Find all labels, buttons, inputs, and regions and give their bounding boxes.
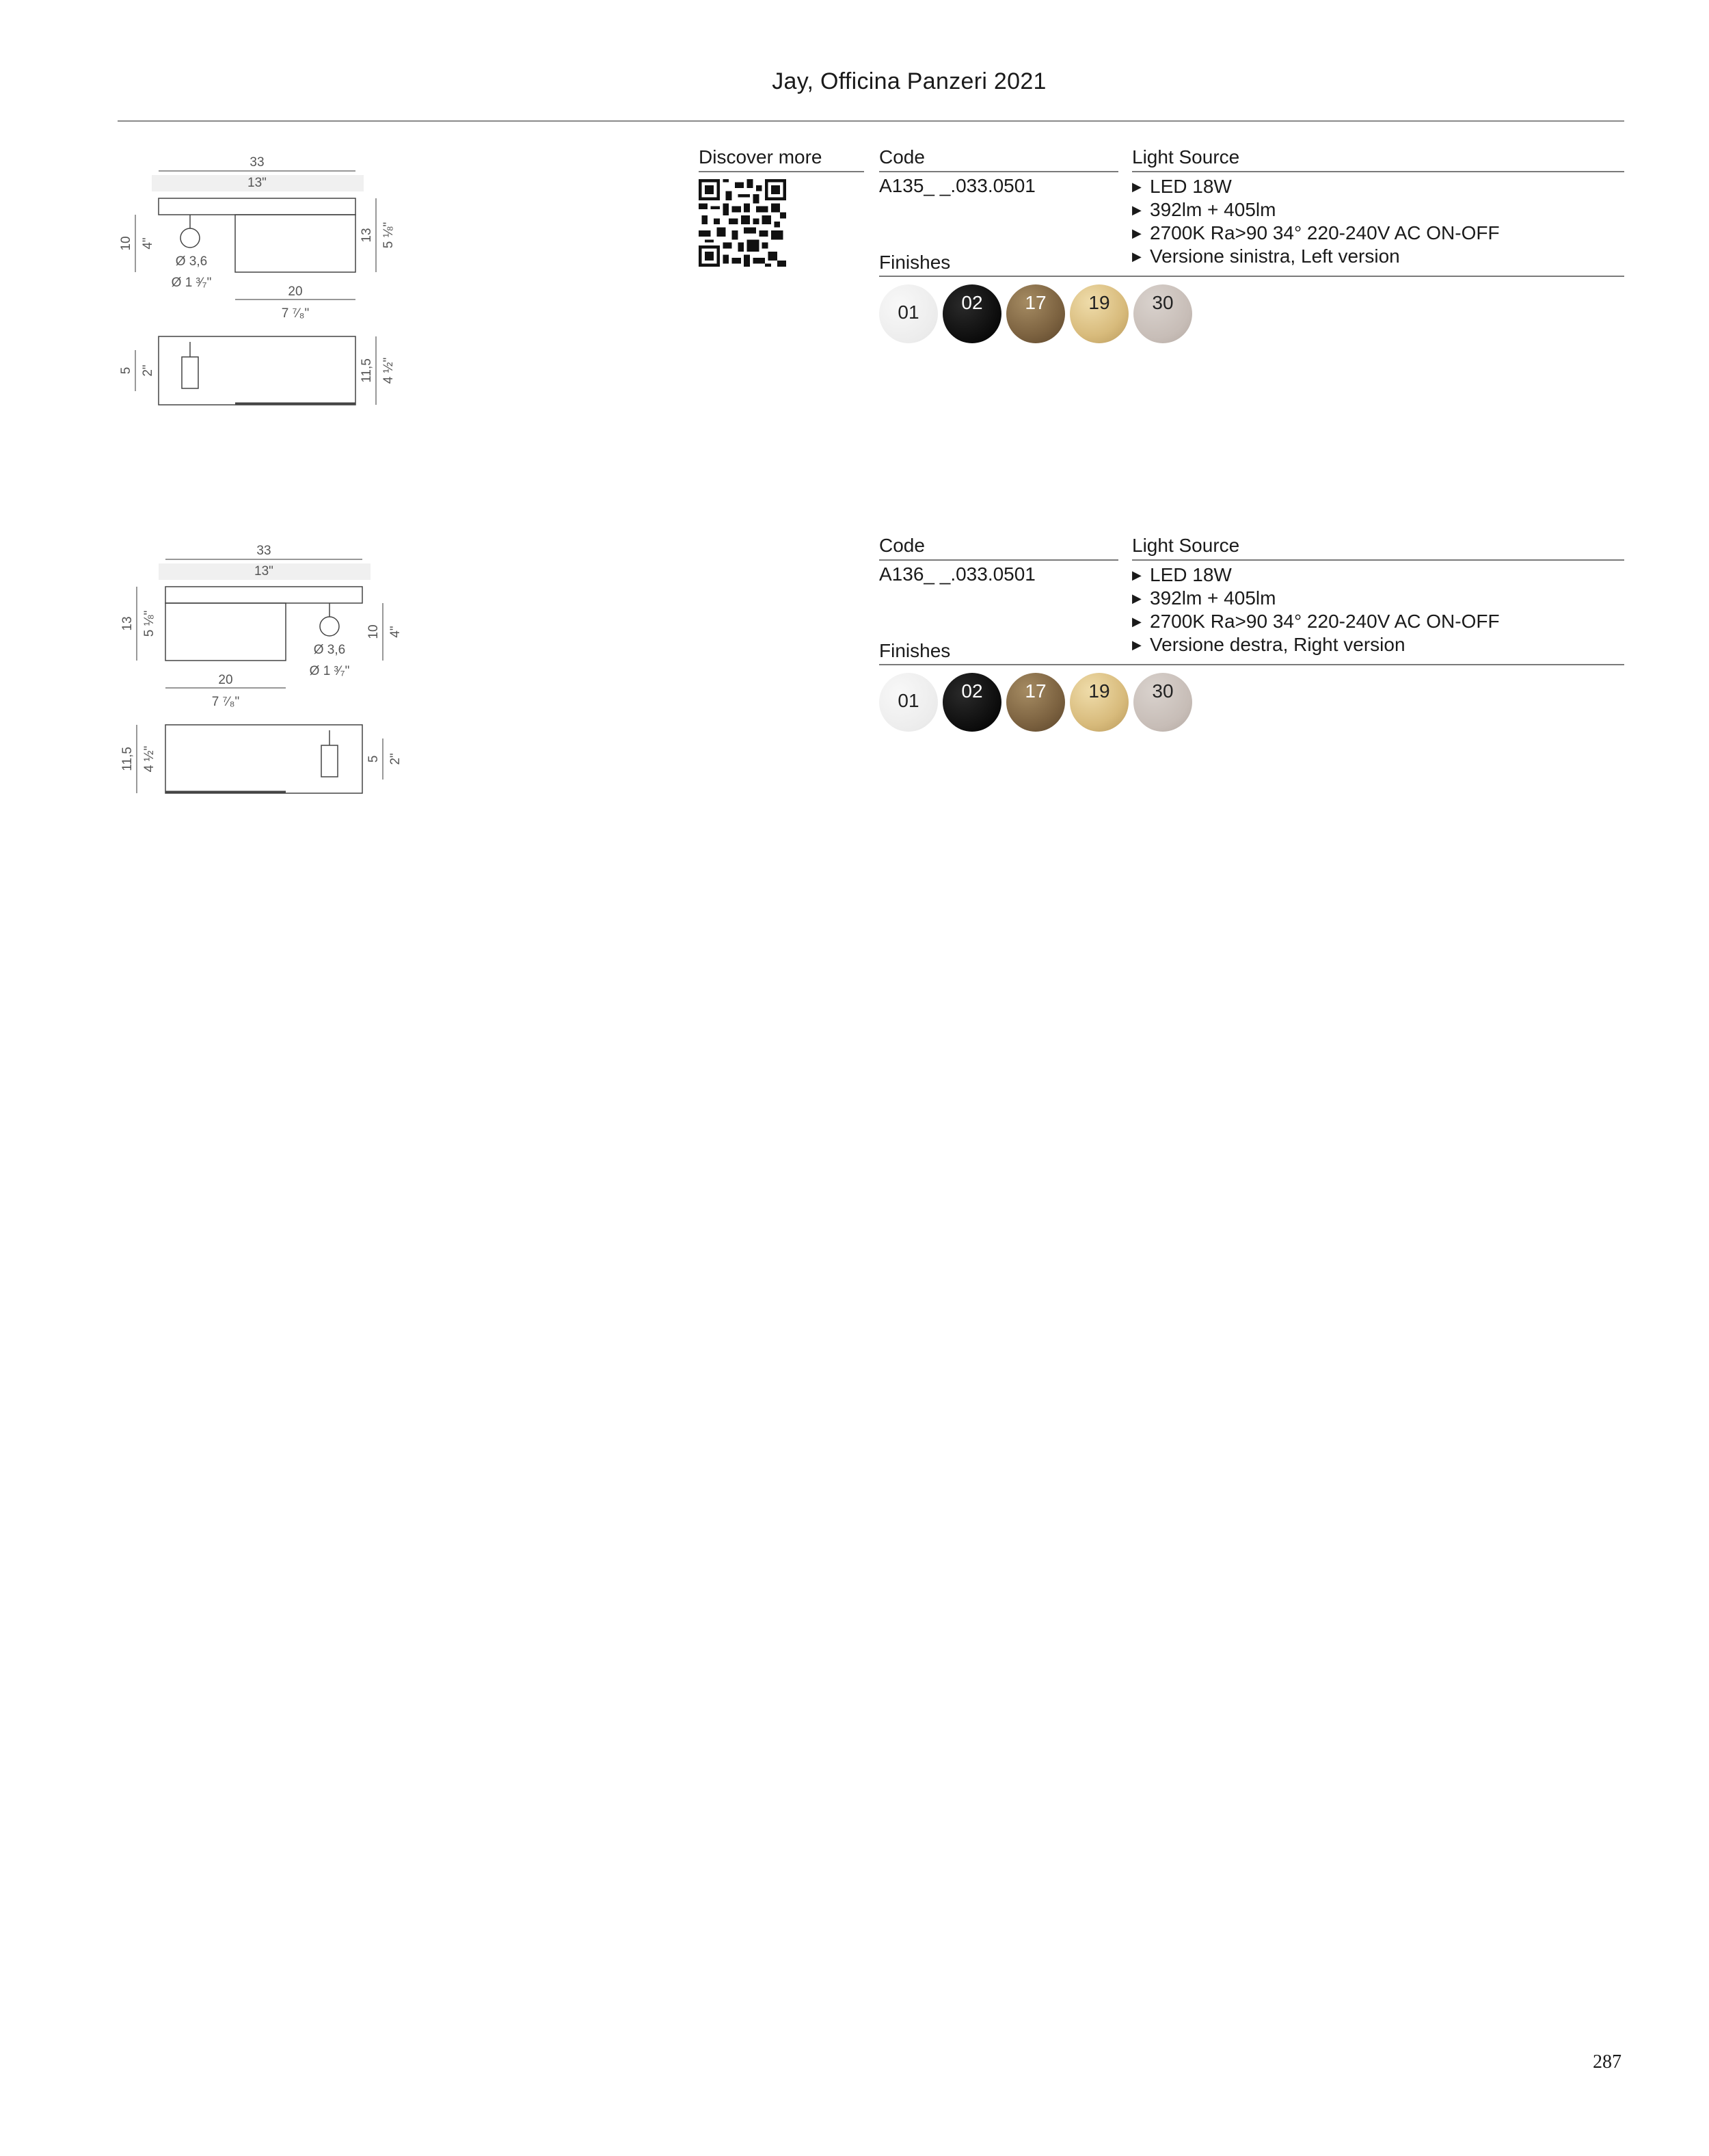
finishes-label: Finishes <box>879 252 951 273</box>
discover-rule <box>699 171 864 172</box>
dim-side-cm: 11,5 <box>360 358 374 383</box>
light-source-rule <box>1132 559 1624 561</box>
dim-width-cm: 33 <box>256 544 271 558</box>
dim-height-cm: 13 <box>360 228 374 243</box>
spec-item: ▶ Versione sinistra, Left version <box>1132 245 1400 267</box>
code-label: Code <box>879 535 925 556</box>
finish-swatch-02[interactable]: 02 <box>943 284 1001 343</box>
page-title: Jay, Officina Panzeri 2021 <box>772 68 1047 94</box>
dim-width-in: 13" <box>254 564 273 578</box>
bullet-triangle-icon: ▶ <box>1132 203 1142 217</box>
light-source-label: Light Source <box>1132 146 1240 168</box>
light-source-label: Light Source <box>1132 535 1240 556</box>
bullet-triangle-icon: ▶ <box>1132 615 1142 628</box>
spec-item: ▶ 392lm + 405lm <box>1132 199 1276 220</box>
finish-swatch-30[interactable]: 30 <box>1133 284 1192 343</box>
dim-diam-in: Ø 1 ³⁄₇" <box>171 276 212 290</box>
spec-item: ▶ LED 18W <box>1132 564 1232 585</box>
bullet-triangle-icon: ▶ <box>1132 638 1142 652</box>
discover-more-label: Discover more <box>699 146 822 168</box>
finishes-label: Finishes <box>879 640 951 661</box>
dim-depth-cm: 5 <box>366 755 381 763</box>
dim-width-cm: 33 <box>250 155 265 170</box>
finish-swatch-17[interactable]: 17 <box>1006 673 1065 732</box>
dim-body-in: 7 ⁷⁄₈" <box>281 306 310 321</box>
code-rule <box>879 171 1118 172</box>
dim-height-in: 5 ⅛" <box>142 610 157 637</box>
dim-body-cm: 20 <box>218 673 233 687</box>
dim-height-in: 5 ⅛" <box>381 222 396 249</box>
finish-swatch-17[interactable]: 17 <box>1006 284 1065 343</box>
spec-list <box>1132 563 1500 656</box>
dim-arm-in: 4" <box>141 237 155 250</box>
light-source-rule <box>1132 171 1624 172</box>
bullet-triangle-icon: ▶ <box>1132 180 1142 194</box>
dim-side-in: 4 ½" <box>381 357 396 384</box>
finish-swatch-30[interactable]: 30 <box>1133 673 1192 732</box>
finishes-rule <box>879 664 1624 665</box>
dim-width-in: 13" <box>247 176 267 190</box>
code-label: Code <box>879 146 925 168</box>
technical-drawing-right-version <box>109 532 424 806</box>
spec-item: ▶ 2700K Ra>90 34° 220-240V AC ON-OFF <box>1132 611 1500 632</box>
dim-depth-in: 2" <box>141 364 155 377</box>
page-number: 287 <box>1593 2051 1621 2073</box>
dim-arm-in: 4" <box>388 626 403 638</box>
dim-height-cm: 13 <box>120 616 135 631</box>
finish-swatch-19[interactable]: 19 <box>1070 673 1129 732</box>
header-divider <box>118 120 1624 122</box>
dim-diam-in: Ø 1 ³⁄₇" <box>309 664 350 678</box>
finish-swatch-02[interactable]: 02 <box>943 673 1001 732</box>
dim-body-cm: 20 <box>288 284 303 299</box>
spec-list <box>1132 175 1500 268</box>
dim-diam-cm: Ø 3,6 <box>175 254 208 269</box>
spec-item: ▶ 2700K Ra>90 34° 220-240V AC ON-OFF <box>1132 222 1500 243</box>
technical-drawing-left-version <box>109 144 424 417</box>
qr-code-icon[interactable] <box>699 179 786 267</box>
finish-swatches <box>879 673 1207 734</box>
bullet-triangle-icon: ▶ <box>1132 591 1142 605</box>
spec-item: ▶ Versione destra, Right version <box>1132 634 1405 655</box>
finish-swatch-01[interactable]: 01 <box>879 284 938 343</box>
dim-side-in: 4 ½" <box>142 745 157 773</box>
dim-depth-in: 2" <box>388 753 403 765</box>
dim-arm-cm: 10 <box>119 236 133 251</box>
spec-item: ▶ 392lm + 405lm <box>1132 587 1276 609</box>
code-rule <box>879 559 1118 561</box>
dim-arm-cm: 10 <box>366 624 381 639</box>
product-code: A136_ _.033.0501 <box>879 563 1036 585</box>
dim-diam-cm: Ø 3,6 <box>313 643 346 657</box>
finishes-rule <box>879 276 1624 277</box>
bullet-triangle-icon: ▶ <box>1132 568 1142 582</box>
finish-swatch-01[interactable]: 01 <box>879 673 938 732</box>
bullet-triangle-icon: ▶ <box>1132 250 1142 263</box>
bullet-triangle-icon: ▶ <box>1132 226 1142 240</box>
dim-side-cm: 11,5 <box>120 747 135 771</box>
dim-depth-cm: 5 <box>119 367 133 375</box>
dim-body-in: 7 ⁷⁄₈" <box>211 695 240 709</box>
spec-item: ▶ LED 18W <box>1132 176 1232 197</box>
finish-swatches <box>879 284 1207 346</box>
finish-swatch-19[interactable]: 19 <box>1070 284 1129 343</box>
product-code: A135_ _.033.0501 <box>879 175 1036 196</box>
